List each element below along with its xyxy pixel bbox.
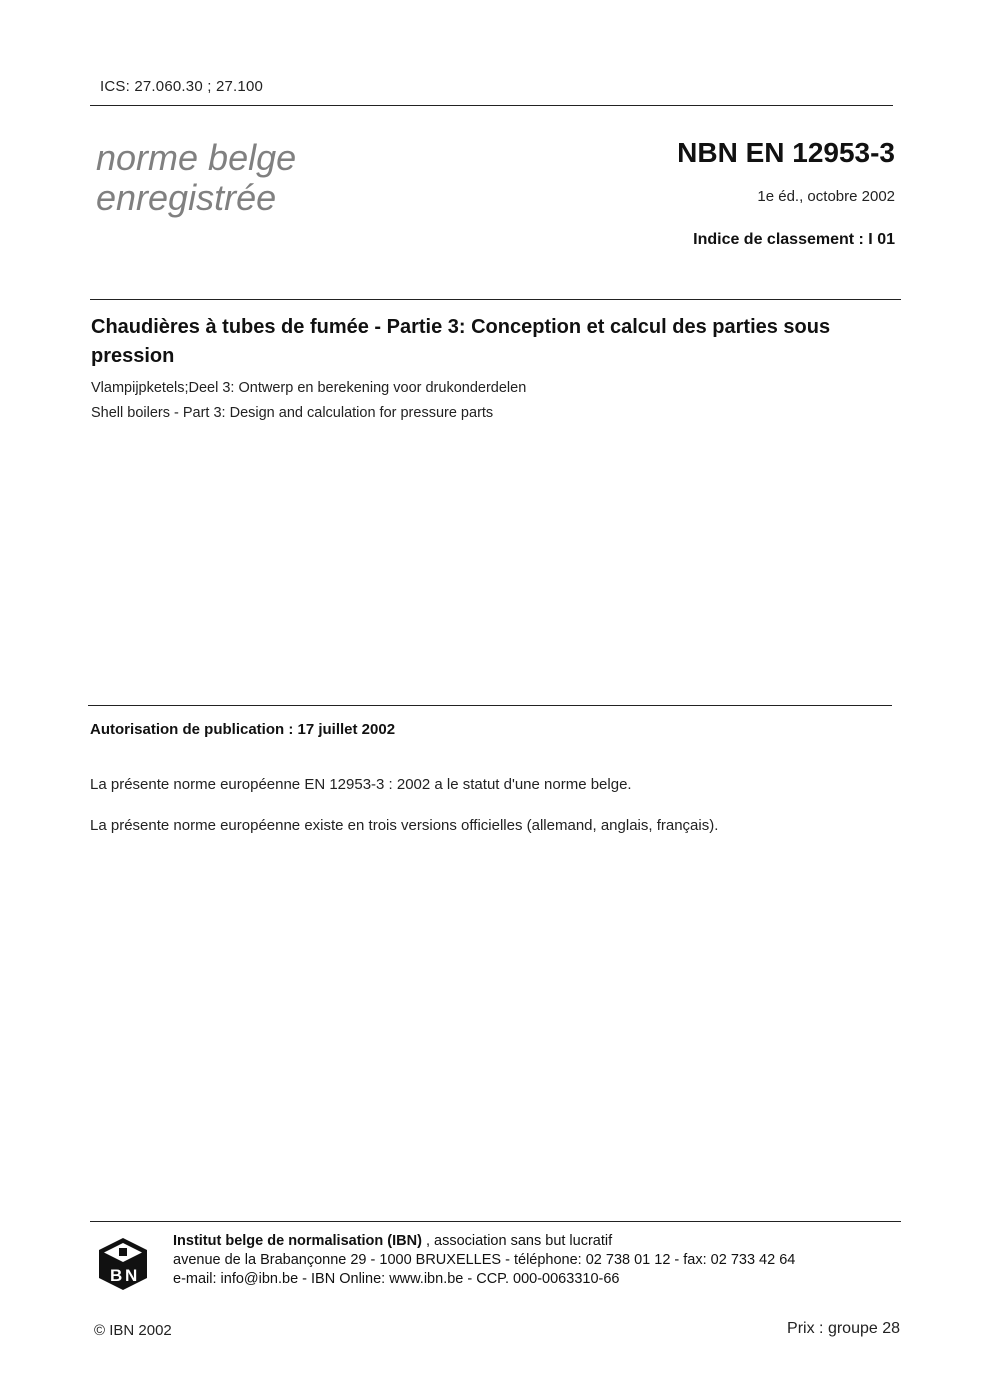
standard-number: NBN EN 12953-3 <box>677 137 895 168</box>
edition-date: 1e éd., octobre 2002 <box>757 188 895 205</box>
institute-name: Institut belge de normalisation (IBN) <box>173 1233 422 1249</box>
classification-index: Indice de classement : I 01 <box>693 231 895 248</box>
publication-authorization: Autorisation de publication : 17 juillet 2002 <box>90 721 396 738</box>
institute-info <box>173 1232 795 1289</box>
price-group: Prix : groupe 28 <box>787 1320 900 1337</box>
institute-suffix: , association sans but lucratif <box>421 1233 613 1249</box>
institute-line <box>173 1232 795 1251</box>
svg-text:N: N <box>125 1266 138 1285</box>
header-divider <box>90 105 893 106</box>
brand-heading <box>96 138 296 218</box>
ics-code: ICS: 27.060.30 ; 27.100 <box>100 78 264 95</box>
copyright: © IBN 2002 <box>94 1322 172 1339</box>
versions-statement: La présente norme européenne existe en trois versions officielles (allemand, anglais, français). <box>90 817 719 834</box>
svg-text:B: B <box>110 1266 123 1285</box>
brand-line-1: norme belge <box>96 137 297 178</box>
title-dutch: Vlampijpketels;Deel 3: Ontwerp en berekening voor drukonderdelen <box>91 380 527 396</box>
institute-address: avenue de la Brabançonne 29 - 1000 BRUXELLES - téléphone: 02 738 01 12 - fax: 02 733 42 64 <box>173 1252 796 1268</box>
body-divider <box>88 705 892 706</box>
footer-divider <box>90 1221 901 1222</box>
title-divider <box>90 299 901 300</box>
title-english: Shell boilers - Part 3: Design and calculation for pressure parts <box>91 405 494 421</box>
institute-contact: e-mail: info@ibn.be - IBN Online: www.ibn.be - CCP. 000-0063310-66 <box>173 1271 620 1287</box>
ibn-logo-icon <box>97 1237 149 1291</box>
title-french: Chaudières à tubes de fumée - Partie 3: Conception et calcul des parties sous pression <box>91 316 831 367</box>
status-statement: La présente norme européenne EN 12953-3 : 2002 a le statut d'une norme belge. <box>90 776 632 793</box>
brand-line-2: enregistrée <box>96 177 277 218</box>
